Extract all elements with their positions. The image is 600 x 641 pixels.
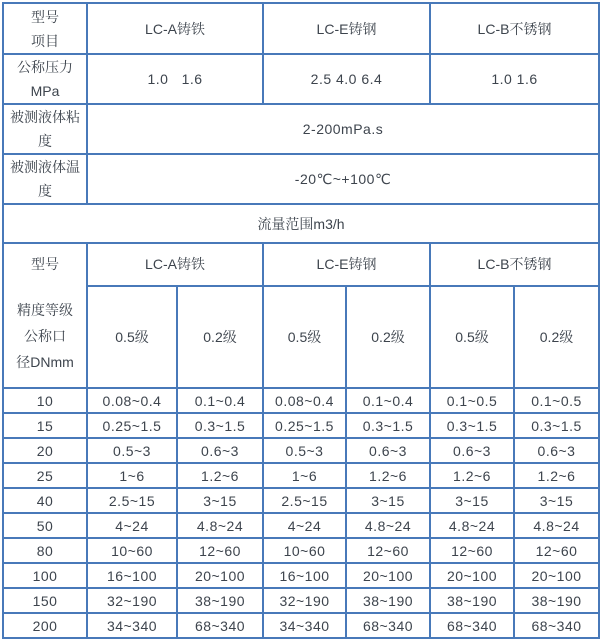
flow-value-cell: 12~60 [514, 538, 599, 563]
flow-value-cell: 16~100 [263, 563, 346, 588]
flow-range-title-cell: 流量范围m3/h [3, 204, 599, 243]
flow-value-cell: 0.6~3 [177, 438, 263, 463]
flow-value-cell: 4.8~24 [177, 513, 263, 538]
table-row [3, 413, 599, 438]
model-header-cell: LC-E铸钢 [263, 243, 430, 286]
flow-value-cell: 20~100 [177, 563, 263, 588]
table-row [3, 286, 599, 388]
flow-value-cell: 32~190 [263, 588, 346, 613]
table-row [3, 154, 599, 204]
table-row [3, 438, 599, 463]
temperature-label-cell: 被测液体温 度 [3, 154, 87, 204]
model-header-cell: LC-B不锈钢 [430, 243, 599, 286]
accuracy-header-cell: 0.5级 [263, 286, 346, 388]
flow-value-cell: 0.25~1.5 [263, 413, 346, 438]
pressure-value-cell: 1.0 1.6 [430, 54, 599, 104]
flow-value-cell: 34~340 [263, 613, 346, 638]
flow-value-cell: 12~60 [177, 538, 263, 563]
table-row [3, 538, 599, 563]
viscosity-value-cell: 2-200mPa.s [87, 104, 599, 154]
table-row [3, 3, 599, 54]
dn-cell: 80 [3, 538, 87, 563]
accuracy-header-cell: 0.5级 [87, 286, 177, 388]
corner-label-item: 项目 [31, 32, 59, 49]
flow-value-cell: 4~24 [87, 513, 177, 538]
dn-cell: 15 [3, 413, 87, 438]
table-row [3, 388, 599, 413]
flow-value-cell: 4.8~24 [430, 513, 514, 538]
spec-table [2, 2, 600, 639]
flow-value-cell: 32~190 [87, 588, 177, 613]
flow-value-cell: 0.08~0.4 [87, 388, 177, 413]
table-row [3, 463, 599, 488]
table-row [3, 204, 599, 243]
flow-value-cell: 0.25~1.5 [87, 413, 177, 438]
flow-value-cell: 0.6~3 [514, 438, 599, 463]
flow-value-cell: 0.3~1.5 [177, 413, 263, 438]
flow-value-cell: 1.2~6 [514, 463, 599, 488]
accuracy-header-cell: 0.5级 [430, 286, 514, 388]
flow-value-cell: 20~100 [346, 563, 430, 588]
table-row [3, 588, 599, 613]
table-row [3, 613, 599, 638]
dn-cell: 40 [3, 488, 87, 513]
table-row [3, 104, 599, 154]
flow-value-cell: 0.5~3 [263, 438, 346, 463]
flow-value-cell: 1.2~6 [346, 463, 430, 488]
flow-value-cell: 2.5~15 [87, 488, 177, 513]
dn-cell: 20 [3, 438, 87, 463]
flow-corner-model-label: 型号 [31, 256, 59, 272]
dn-cell: 200 [3, 613, 87, 638]
flow-value-cell: 38~190 [430, 588, 514, 613]
flow-value-cell: 34~340 [87, 613, 177, 638]
dn-cell: 25 [3, 463, 87, 488]
table-row [3, 513, 599, 538]
flow-value-cell: 20~100 [430, 563, 514, 588]
table-row [3, 54, 599, 104]
flow-value-cell: 0.6~3 [346, 438, 430, 463]
flow-value-cell: 0.6~3 [430, 438, 514, 463]
flow-value-cell: 1~6 [263, 463, 346, 488]
flow-value-cell: 4.8~24 [346, 513, 430, 538]
flow-value-cell: 3~15 [177, 488, 263, 513]
flow-value-cell: 68~340 [430, 613, 514, 638]
flow-value-cell: 3~15 [514, 488, 599, 513]
flow-value-cell: 10~60 [87, 538, 177, 563]
accuracy-header-cell: 0.2级 [514, 286, 599, 388]
flow-value-cell: 1.2~6 [177, 463, 263, 488]
flow-value-cell: 1.2~6 [430, 463, 514, 488]
flow-value-cell: 68~340 [177, 613, 263, 638]
flow-value-cell: 12~60 [430, 538, 514, 563]
flow-value-cell: 0.3~1.5 [514, 413, 599, 438]
flow-value-cell: 0.1~0.5 [514, 388, 599, 413]
flow-value-cell: 10~60 [263, 538, 346, 563]
accuracy-header-cell: 0.2级 [346, 286, 430, 388]
flow-value-cell: 16~100 [87, 563, 177, 588]
table-row [3, 563, 599, 588]
flow-value-cell: 68~340 [346, 613, 430, 638]
dn-cell: 10 [3, 388, 87, 413]
dn-cell: 50 [3, 513, 87, 538]
flow-value-cell: 68~340 [514, 613, 599, 638]
flow-value-cell: 0.3~1.5 [430, 413, 514, 438]
flow-value-cell: 0.5~3 [87, 438, 177, 463]
temperature-value-cell: -20℃~+100℃ [87, 154, 599, 204]
flow-corner-dn-label: 精度等级 公称口 径DNmm [16, 301, 74, 370]
pressure-value-cell: 2.5 4.0 6.4 [263, 54, 430, 104]
table-row [3, 488, 599, 513]
flow-value-cell: 0.08~0.4 [263, 388, 346, 413]
table-row [3, 243, 599, 286]
flow-value-cell: 0.1~0.4 [177, 388, 263, 413]
model-header-cell: LC-B不锈钢 [430, 3, 599, 54]
flow-value-cell: 38~190 [346, 588, 430, 613]
flow-value-cell: 0.1~0.4 [346, 388, 430, 413]
corner-label-model: 型号 [31, 8, 59, 25]
flow-corner-cell [3, 243, 87, 388]
model-header-cell: LC-E铸钢 [263, 3, 430, 54]
flow-value-cell: 0.1~0.5 [430, 388, 514, 413]
flow-value-cell: 3~15 [430, 488, 514, 513]
model-header-cell: LC-A铸铁 [87, 3, 263, 54]
corner-header-cell [3, 3, 87, 54]
flow-value-cell: 20~100 [514, 563, 599, 588]
flow-value-cell: 3~15 [346, 488, 430, 513]
pressure-label-cell: 公称压力 MPa [3, 54, 87, 104]
viscosity-label-cell: 被测液体粘 度 [3, 104, 87, 154]
flow-value-cell: 1~6 [87, 463, 177, 488]
flow-value-cell: 38~190 [177, 588, 263, 613]
flow-value-cell: 38~190 [514, 588, 599, 613]
flow-value-cell: 12~60 [346, 538, 430, 563]
pressure-value-cell: 1.0 1.6 [87, 54, 263, 104]
accuracy-header-cell: 0.2级 [177, 286, 263, 388]
dn-cell: 150 [3, 588, 87, 613]
flow-value-cell: 4.8~24 [514, 513, 599, 538]
dn-cell: 100 [3, 563, 87, 588]
flow-value-cell: 2.5~15 [263, 488, 346, 513]
model-header-cell: LC-A铸铁 [87, 243, 263, 286]
flow-value-cell: 0.3~1.5 [346, 413, 430, 438]
flow-value-cell: 4~24 [263, 513, 346, 538]
